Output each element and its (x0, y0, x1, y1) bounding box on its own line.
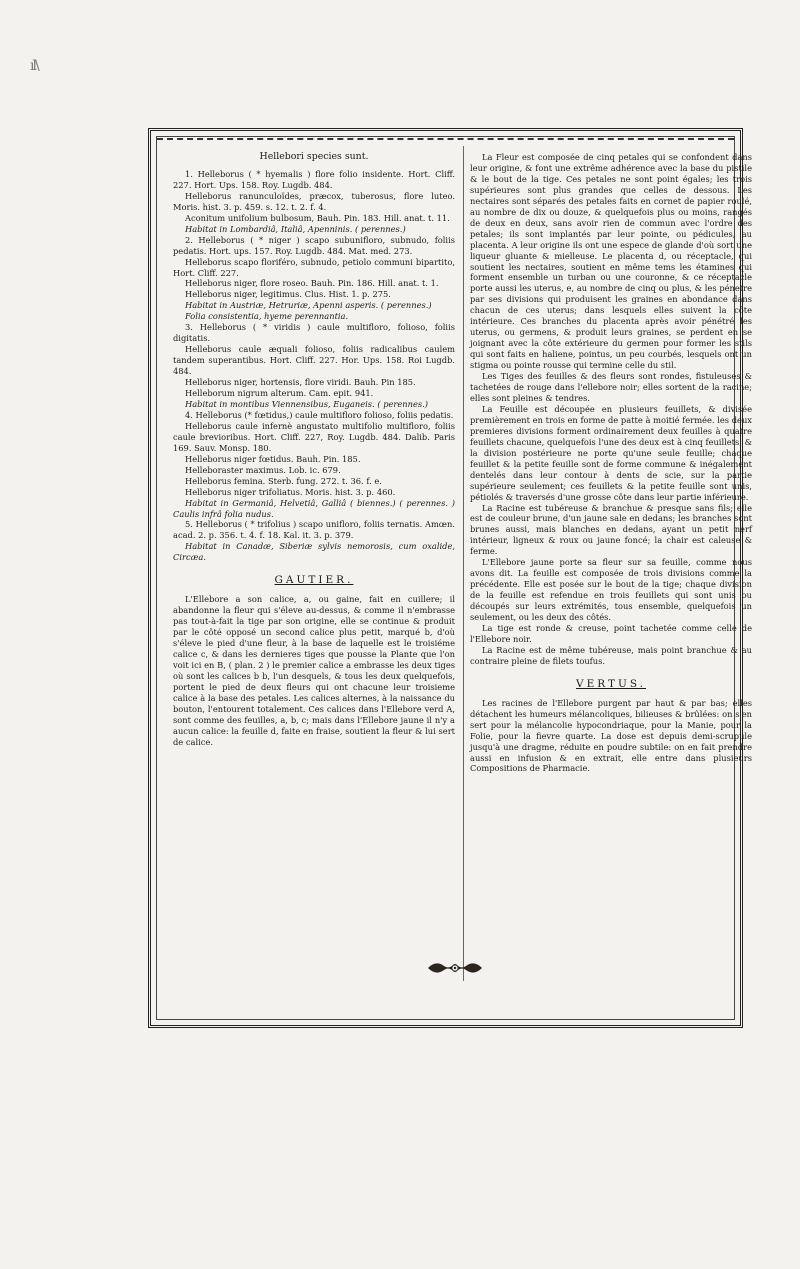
species-habitat: Habitat in Canadæ, Siberiæ sylvis nemorosis, cum oxalide, Circæa. (173, 541, 455, 563)
species-entry: Helleborus niger, flore roseo. Bauh. Pin. 186. Hill. anat. t. 1. (185, 278, 439, 289)
racine-paragraph: La Racine est tubéreuse & branchue & presque sans fils; elle est de couleur brune, d'un jaune sale en dedans; les branches sont brunes aussi, mais blanches en dedans, ayant un petit nerf intérieur, ligneux & roux ou jaune foncé; la chair est caleuse & ferme. (470, 502, 752, 557)
species-habitat: Habitat in montibus Viennensibus, Euganeis. ( perennes.) (185, 398, 429, 409)
species-entry: 1. Helleborus ( * hyemalis ) flore folio insidente. Hort. Cliff. 227. Hort. Ups. 158. Roy. Lugdb. 484. (173, 168, 455, 190)
gautier-paragraph: L'Ellebore a son calice, a, ou gaine, fait en cuillere; il abandonne la fleur qui s'éleve au-dessus, & comme il n'embrasse pas tout-à-fait la tige par son origine, elle se continue & produit par le côté opposé un second calice plus petit, marqué b, d'où s'éleve le pied d'une fleur, à la base de laquelle est le troisiéme calice c, & dans les dernieres tiges que pousse la Plante que l'on voit ici en B, ( plan. 2 ) le premier calice a embrasse les deux tiges où sont les calices b b, l'un desquels, & tous les deux quelquefois, portent le pied de deux fleurs qui ont chacune leur troisieme calice à la base des petales. Les calices alternes, à la naissance du bouton, l'entourent totalement. Ces calices dans l'Ellebore verd A, sont comme des feuilles, a, b, c; mais dans l'Ellebore jaune il n'y a aucun calice: la feuille d, faite en fraise, soutient la fleur & lui sert de calice. (173, 594, 455, 747)
ellebore-jaune-paragraph: L'Ellebore jaune porte sa fleur sur sa feuille, comme nous avons dit. La feuille est composée de trois divisions comme la précédente. Elle est posée sur le bout de la tige; chaque division de la feuille est refendue en trois feuillets qui sont unis ou découpés sur leurs extrémités, tous ensemble, quelquefois un seulement, ou les deux des côtés. (470, 557, 752, 623)
column-divider (463, 146, 464, 981)
section-title-gautier: GAUTIER. (274, 574, 354, 587)
species-entry: Helleborus scapo floriféro, subnudo, petiolo communi bipartito, Hort. Cliff. 227. (173, 256, 455, 278)
species-habitat: Habitat in Germaniâ, Helvetiâ, Galliâ ( biennes.) ( perennes. ) Caulis infrâ folia nudus. (173, 497, 455, 519)
feuille-paragraph: La Feuille est découpée en plusieurs feuillets, & divisée premièrement en trois en forme de patte à moitié fermée. les deux premieres divisions forment ordinairement deux feuilles à quatre feuillets chacune, quelquefois l'une des deux est à cinq feuillets, & la division postérieure ne porte qu'une seule feuille; chaque feuillet & la petite feuille sont de forme commune & inégalement dentelés dans leur contour à dents de scie, sur la partie supérieure seulement; ces feuillets & la petite feuille sont unis, pétiolés & traversés d'une grosse côte dans leur partie inférieure. (470, 403, 752, 502)
species-entry: 3. Helleborus ( * viridis ) caule multifloro, folioso, foliis digitatis. (173, 322, 455, 344)
species-entry: Helleborus caule infernè angustato multifolio multifloro, foliis caule brevioribus. Hort. Cliff. 227, Roy. Lugdb. 484. Dalib. Paris 169. Sauv. Monsp. 180. (173, 420, 455, 453)
right-column (470, 152, 752, 774)
species-heading: Hellebori species sunt. (259, 151, 369, 162)
species-entry: Helleborus niger fœtidus. Bauh. Pin. 185. (185, 453, 361, 464)
fleur-paragraph: La Fleur est composée de cinq petales qui se confondent dans leur origine, & font une extrême adhérence avec la base du pistile & le bout de la tige. Ces petales ne sont point égales; les trois supérieures sont plus grandes que celles de dessous. Les nectaires sont séparés des petales faits en cornet de papier roulé, au nombre de dix ou douze, & quelquefois plus ou moins, rangés de deux en deux, sans avoir rien de commun avec l'ordre des petales; ils sont implantés par leur pointe, ou pédicules, au placenta. A leur origine ils ont une espece de glande d'où sort une liqueur gluante & mielleuse. Le placenta d, ou réceptacle, qui soutient les nectaires, soutient en même tems les étamines qui forment ensemble un turban ou une couronne, & ce réceptacle porte aussi les uterus, e, au nombre de cinq ou plus, & les pénetre par ses divisions qui produisent les graines en abondance dans chacun de ces uterus; dans lesquels elles suivent la côte intérieure. Ces branches du placenta après avoir pénétré les uterus, ou germens, & produit leurs graines, se perdent en se joignant avec la côte extérieure du germen pour former les stils qui sont faits en haliene, pointus, un peu courbés, lesquels ont un stigma ou pointe rousse qui termine celle du stil. (470, 152, 752, 371)
species-entry: 2. Helleborus ( * niger ) scapo subunifloro, subnudo, foliis pedatis. Hort. ups. 157. Roy. Lugdb. 484. Mat. med. 273. (173, 234, 455, 256)
tige-paragraph: La tige est ronde & creuse, point tachetée comme celle de l'Ellebore noir. (470, 622, 752, 644)
species-entry: Helleboraster maximus. Lob. ic. 679. (185, 464, 341, 475)
fleuron-ornament-icon (426, 958, 484, 978)
species-entry: 4. Helleborus (* fœtidus,) caule multifloro folioso, foliis pedatis. (185, 409, 454, 420)
species-note: Folia consistentia, hyeme perennantia. (185, 311, 349, 322)
species-entry: Helleborus ranunculoïdes, præcox, tuberosus, flore luteo. Moris. hist. 3. p. 459. s. 12. t. 2. f. 4. (173, 190, 455, 212)
tiges-paragraph: Les Tiges des feuilles & des fleurs sont rondes, fistuleuses & tachetées de rouge dans l'ellebore noir; elles sortent de la racine; elles sont pleines & tendres. (470, 371, 752, 403)
left-column (173, 152, 455, 748)
species-entry: Helleborus niger trifoliatus. Moris. hist. 3. p. 460. (185, 486, 396, 497)
section-title-vertus: VERTUS. (576, 677, 646, 690)
species-list (173, 169, 455, 563)
species-entry: Helleborus femina. Sterb. fung. 272. t. 36. f. e. (185, 475, 382, 486)
species-entry: Helleborus niger, hortensis, flore viridi. Bauh. Pin 185. (185, 377, 416, 388)
species-entry: Helleborum nigrum alterum. Cam. epit. 941. (185, 388, 374, 399)
vertus-paragraph: Les racines de l'Ellebore purgent par haut & par bas; elles détachent les humeurs mélancoliques, bilieuses & brûlées: on s'en sert pour la mélancolie hypocondriaque, pour la Manie, pour la Folie, pour la fievre quarte. La dose est depuis demi-scrupule jusqu'à une dragme, réduite en poudre subtile: on en fait prendre aussi en infusion & en extrait, elle entre dans plusieurs Compositions de Pharmacie. (470, 697, 752, 774)
species-habitat: Habitat in Austriæ, Hetruriæ, Apenni asperis. ( perennes.) (185, 300, 432, 311)
species-entry: 5. Helleborus ( * trifolius ) scapo unifloro, foliis ternatis. Amœn. acad. 2. p. 356. t. 4. f. 18. Kal. it. 3. p. 379. (173, 519, 455, 541)
page-corner-mark: ıl\ (30, 58, 38, 74)
species-entry: Helleborus niger, legitimus. Clus. Hist. 1. p. 275. (185, 289, 391, 300)
species-entry: Aconitum unifolium bulbosum, Bauh. Pin. 183. Hill. anat. t. 11. (185, 212, 450, 223)
species-habitat: Habitat in Lombardiâ, Italiâ, Apenninis. ( perennes.) (185, 223, 406, 234)
racine-jaune-paragraph: La Racine est de même tubéreuse, mais point branchue & au contraire pleine de filets toufus. (470, 644, 752, 666)
species-entry: Helleborus caule æquali folioso, foliis radicalibus caulem tandem superantibus. Hort. Cliff. 227. Hor. Ups. 158. Roi Lugdb. 484. (173, 344, 455, 377)
top-dashed-rule (157, 138, 734, 140)
